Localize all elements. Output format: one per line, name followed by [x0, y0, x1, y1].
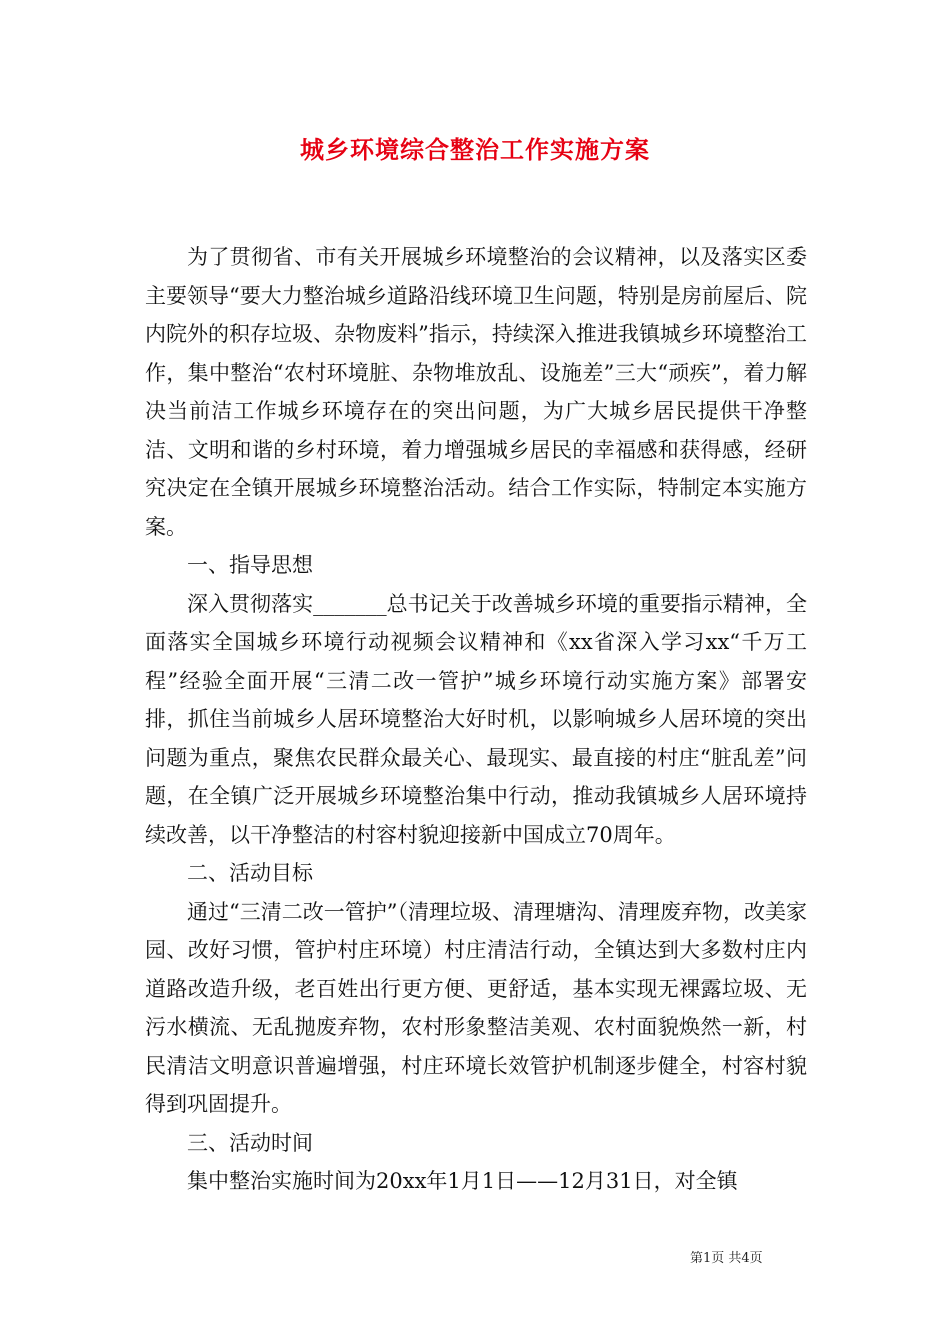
document-title: 城乡环境综合整治工作实施方案: [300, 135, 650, 164]
page-number-footer: 第1页 共4页: [690, 1251, 763, 1266]
section-heading-guiding-ideology: 一、指导思想: [187, 553, 313, 577]
paragraph-activity-goals: 通过“三清二改一管护”（清理垃圾、清理塘沟、清理废弃物，改美家园、改好习惯，管护村庄环境）村庄清洁行动，全镇达到大多数村庄内道路改造升级，老百姓出行更方便、更舒适，基本实现无裸露垃圾、无污水横流、无乱抛废弃物，农村形象整洁美观、农村面貌焕然一新，村民清洁文明意识普遍增强，村庄环境长效管护机制逐步健全，村容村貌得到巩固提升。: [145, 899, 807, 1116]
document-body: [145, 238, 807, 1201]
paragraph-guiding-ideology: 深入贯彻落实_______总书记关于改善城乡环境的重要指示精神，全面落实全国城乡环境行动视频会议精神和《xx省深入学习xx“千万工程”经验全面开展“三清二改一管护”城乡环境行动实施方案》部署安排，抓住当前城乡人居环境整治大好时机，以影响城乡人居环境的突出问题为重点，聚焦农民群众最关心、最现实、最直接的村庄“脏乱差”问题，在全镇广泛开展城乡环境整治集中行动，推动我镇城乡人居环境持续改善，以干净整洁的村容村貌迎接新中国成立70周年。: [145, 591, 807, 847]
section-heading-activity-time: 三、活动时间: [187, 1130, 313, 1155]
paragraph-activity-time: 集中整治实施时间为20xx年1月1日——12月31日，对全镇: [187, 1169, 738, 1193]
section-heading-activity-goals: 二、活动目标: [187, 861, 313, 885]
paragraph-intro: 为了贯彻省、市有关开展城乡环境整治的会议精神，以及落实区委主要领导“要大力整治城乡道路沿线环境卫生问题，特别是房前屋后、院内院外的积存垃圾、杂物废料”指示，持续深入推进我镇城乡环境整治工作，集中整治“农村环境脏、杂物堆放乱、设施差”三大“顽疾”，着力解决当前洁工作城乡环境存在的突出问题，为广大城乡居民提供干净整洁、文明和谐的乡村环境，着力增强城乡居民的幸福感和获得感，经研究决定在全镇开展城乡环境整治活动。结合工作实际，特制定本实施方案。: [145, 245, 807, 539]
